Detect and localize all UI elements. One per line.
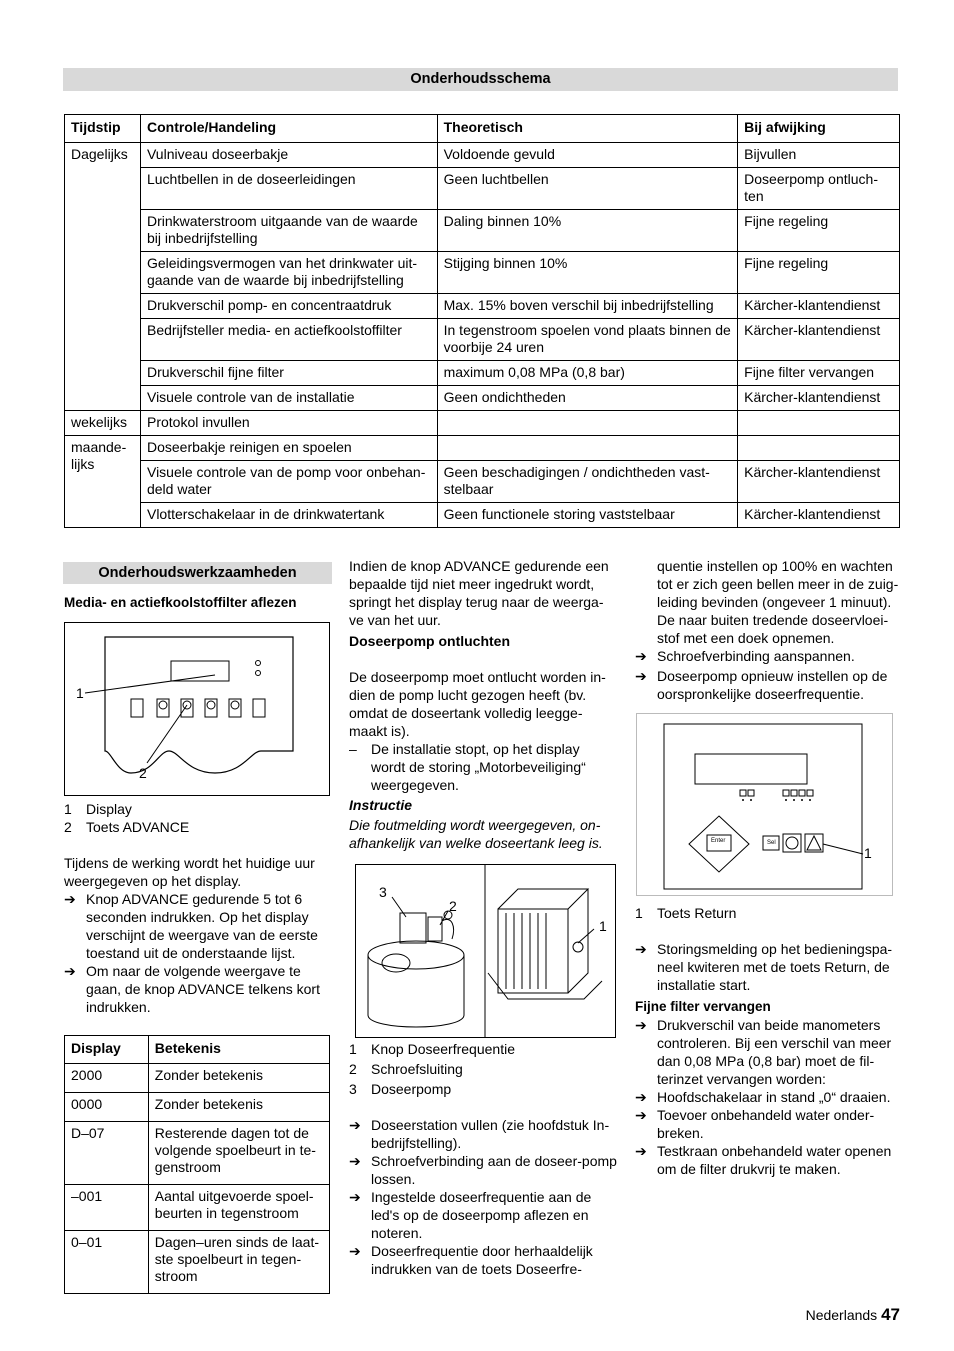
maintenance-schema-table [64,114,900,528]
table-cell: –001 [65,1185,149,1231]
page-footer [700,1305,900,1325]
table-row [65,319,900,361]
table-cell: Doseerbakje reinigen en spoelen [140,436,437,461]
legend-item: 1 Toets Return [635,905,737,921]
table-row [65,361,900,386]
table-cell: Drukverschil fijne filter [140,361,437,386]
fig1-callout-1: 1 [76,685,84,701]
table-cell [738,436,900,461]
table-row [65,503,900,528]
left-text [64,800,330,1016]
step: ➔ Om naar de volgende weergave te gaan, de knop ADVANCE telkens kort indrukken. [64,963,320,1015]
schema-banner [63,68,898,91]
table-cell: Geen luchtbellen [437,168,738,210]
table-row [65,294,900,319]
schema-header-cell: Tijdstip [65,115,141,143]
legend-item: 2 Schroefsluiting [349,1061,463,1077]
table-row [65,1122,330,1185]
schema-header-cell: Controle/Handeling [140,115,437,143]
right-text-top [635,557,901,703]
dash-item: – De installatie stopt, op het display wordt de storing „Motorbeveiliging“ weergegeven. [349,741,586,793]
table-cell: Resterende dagen tot de volgende spoelbeurt in te-genstroom [148,1122,329,1185]
display-header-cell: Display [65,1036,149,1064]
legend-item: 1 Knop Doseerfrequentie [349,1041,515,1057]
table-row [65,461,900,503]
table-cell: Bedrijfsteller media- en actiefkoolstoffilter [140,319,437,361]
werkzaamheden-banner: Onderhoudswerkzaamheden [63,562,332,584]
table-cell: 2000 [65,1064,149,1093]
table-cell: Kärcher-klantendienst [738,386,900,411]
table-cell: Drinkwaterstroom uitgaande van de waarde bij inbedrijfstelling [140,210,437,252]
step: ➔ Doseerpomp opnieuw instellen op de oorspronkelijke doseerfrequentie. [635,668,888,702]
table-row [65,386,900,411]
controller-figure [64,622,330,796]
table-cell: Bijvullen [738,143,900,168]
step: ➔ Drukverschil van beide manometers controleren. Bij een verschil van meer dan 0,08 MPa (0,8 bar) moet de fil-terinzet vervangen worden: [635,1017,892,1087]
table-cell: 0000 [65,1093,149,1122]
pump-callout-3: 3 [379,884,387,900]
table-cell: Geen ondichtheden [437,386,738,411]
table-cell: Vulniveau doseerbakje [140,143,437,168]
table-row [65,1064,330,1093]
table-cell: Kärcher-klantendienst [738,503,900,528]
step: ➔ Hoofdschakelaar in stand „0“ draaien. [635,1089,891,1105]
display-header-cell: Betekenis [148,1036,329,1064]
table-cell: Zonder betekenis [148,1093,329,1122]
table-cell: Aantal uitgevoerde spoel-beurten in tegenstroom [148,1185,329,1231]
table-cell: Visuele controle van de installatie [140,386,437,411]
step: ➔ Doseerstation vullen (zie hoofdstuk In-bedrijfstelling). [349,1117,610,1151]
instruction-text: Die foutmelding wordt weergegeven, on-afhankelijk van welke doseertank leeg is. [349,817,603,851]
table-cell: wekelijks [65,411,141,436]
table-cell: Zonder betekenis [148,1064,329,1093]
table-cell: Fijne regeling [738,210,900,252]
table-row [65,1185,330,1231]
middle-text-top [349,557,617,852]
paragraph: quentie instellen op 100% en wachten tot er zich geen bellen meer in de zuig-leiding bevinden (ongeveer 1 minuut). De naar buiten tredende doseervloei-stof met een doek opnemen. [657,558,899,646]
table-row [65,1231,330,1294]
table-cell: Max. 15% boven verschil bij inbedrijfstelling [437,294,738,319]
table-cell [437,436,738,461]
table-cell: Geen functionele storing vaststelbaar [437,503,738,528]
panel-callout-1: 1 [864,845,872,861]
schema-header-cell: Bij afwijking [738,115,900,143]
table-cell: Visuele controle van de pomp voor onbehan-deld water [140,461,437,503]
table-cell: Fijne regeling [738,252,900,294]
legend-item: 2 Toets ADVANCE [64,819,190,835]
table-cell: In tegenstroom spoelen vond plaats binnen de voorbije 24 uren [437,319,738,361]
table-cell: Protokol invullen [140,411,437,436]
step: ➔ Storingsmelding op het bedieningspa-neel kwiteren met de toets Return, de installatie start. [635,941,893,993]
step: ➔ Doseerfrequentie door herhaaldelijk indrukken van de toets Doseerfre- [349,1243,593,1277]
step: ➔ Testkraan onbehandeld water openen om de filter drukvrij te maken. [635,1143,892,1177]
table-cell: Vlotterschakelaar in de drinkwatertank [140,503,437,528]
paragraph: Indien de knop ADVANCE gedurende een bepaalde tijd niet meer ingedrukt wordt, springt het display terug naar de weerga-ve van het uur. [349,558,609,628]
table-cell: Doseerpomp ontluch-ten [738,168,900,210]
table-row [65,411,900,436]
pump-callout-1: 1 [599,918,607,934]
step: ➔ Ingestelde doseerfrequentie aan de led's op de doseerpomp aflezen en noteren. [349,1189,592,1241]
table-cell: Dagelijks [65,143,141,411]
controller-drawing [65,623,329,795]
table-cell: Kärcher-klantendienst [738,294,900,319]
table-cell: Daling binnen 10% [437,210,738,252]
legend-item: 3 Doseerpomp [349,1081,452,1097]
sel-key-label: Sel [767,840,776,846]
step: ➔ Schroefverbinding aan de doseer-pomp lossen. [349,1153,617,1187]
pump-figure [355,864,616,1038]
table-row [65,436,900,461]
table-cell [437,411,738,436]
legend-item: 1 Display [64,801,132,817]
table-row [65,210,900,252]
table-cell: maximum 0,08 MPa (0,8 bar) [437,361,738,386]
table-cell: Voldoende gevuld [437,143,738,168]
table-cell: Stijging binnen 10% [437,252,738,294]
schema-header-cell: Theoretisch [437,115,738,143]
step: ➔ Toevoer onbehandeld water onder-breken. [635,1107,875,1141]
table-row [65,168,900,210]
table-row [65,143,900,168]
paragraph: De doseerpomp moet ontlucht worden in-dien de pomp lucht gezogen heeft (bv. omdat de doseertank volledig leegge-maakt is). [349,669,606,739]
table-cell [738,411,900,436]
schema-title: Onderhoudsschema [410,71,551,87]
table-cell: Geleidingsvermogen van het drinkwater uit-gaande van de waarde bij inbedrijfstelling [140,252,437,294]
pump-callout-2: 2 [449,898,457,914]
step: ➔ Schroefverbinding aanspannen. [635,648,855,664]
middle-text-bottom [349,1040,617,1278]
table-row [65,1093,330,1122]
footer-language: Nederlands [805,1307,878,1323]
paragraph: Tijdens de werking wordt het huidige uur weergegeven op het display. [64,855,315,889]
display-table [64,1035,330,1294]
table-cell: D–07 [65,1122,149,1185]
table-cell: Luchtbellen in de doseerleidingen [140,168,437,210]
table-cell: Fijne filter vervangen [738,361,900,386]
table-row [65,252,900,294]
heading: Doseerpomp ontluchten [349,633,511,649]
table-cell: Geen beschadigingen / ondichtheden vast-stelbaar [437,461,738,503]
enter-key-label: Enter [711,838,726,844]
control-panel-drawing [637,714,892,895]
pump-drawing [356,865,615,1037]
table-cell: maande-lijks [65,436,141,528]
filter-subheading: Media- en actiefkoolstoffilter aflezen [64,595,297,610]
table-cell: 0–01 [65,1231,149,1294]
table-cell: Dagen–uren sinds de laat-ste spoelbeurt in tegen-stroom [148,1231,329,1294]
control-panel-figure [636,713,893,896]
heading: Fijne filter vervangen [635,999,771,1014]
table-cell: Drukverschil pomp- en concentraatdruk [140,294,437,319]
step: ➔ Knop ADVANCE gedurende 5 tot 6 seconden indrukken. Op het display verschijnt de weergave van de eerste toestand uit de onderstaande lijst. [64,891,318,961]
right-text-bottom [635,904,901,1178]
table-cell: Kärcher-klantendienst [738,319,900,361]
instruction-title: Instructie [349,797,413,813]
page-number: 47 [881,1305,900,1324]
fig1-callout-2: 2 [139,765,147,781]
table-cell: Kärcher-klantendienst [738,461,900,503]
